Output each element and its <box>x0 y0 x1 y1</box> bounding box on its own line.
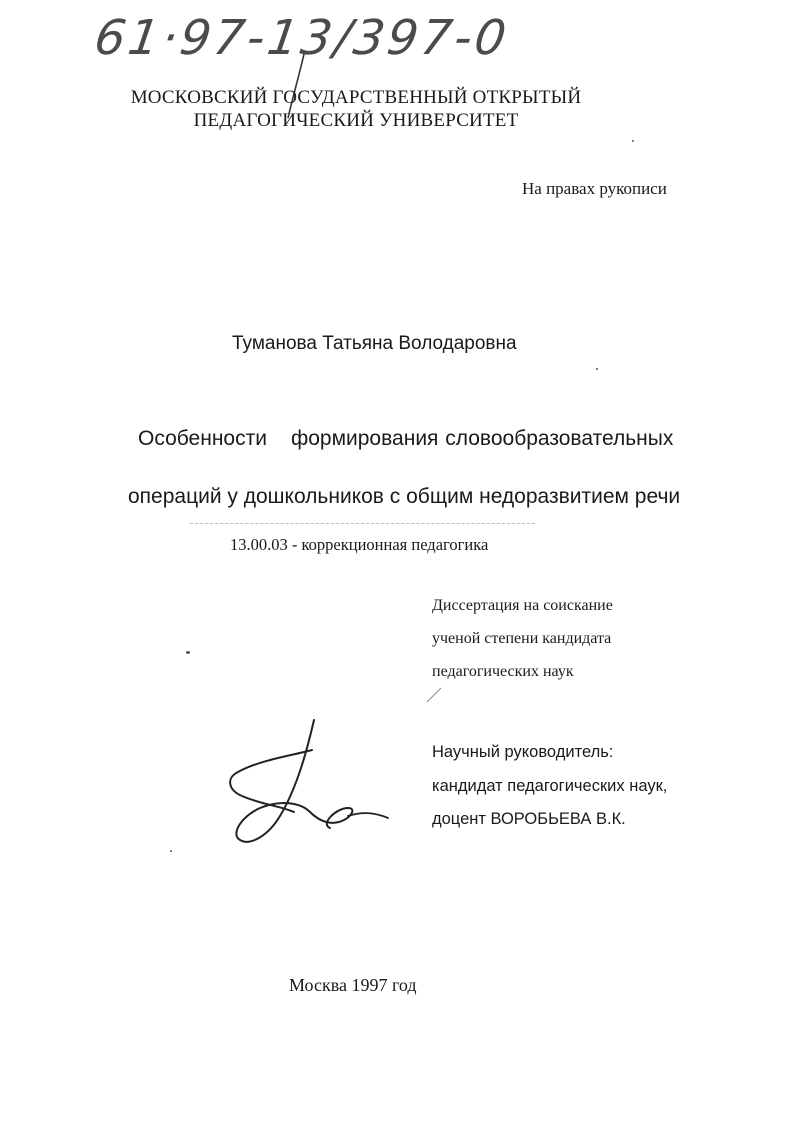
supervisor-degree: кандидат педагогических наук, <box>432 777 668 795</box>
dissertation-title-line1 <box>138 428 673 449</box>
supervisor-heading: Научный руководитель: <box>432 743 614 761</box>
university-name-line2: ПЕДАГОГИЧЕСКИЙ УНИВЕРСИТЕТ <box>193 110 519 131</box>
university-name-line1: МОСКОВСКИЙ ГОСУДАРСТВЕННЫЙ ОТКРЫТЫЙ <box>130 87 582 108</box>
title-word-slovoobrazovatelnyh: словообразовательных <box>445 427 674 450</box>
archive-number-handwritten: 61·97-13/397-0 <box>91 10 513 66</box>
dissertation-note-line3: педагогических наук <box>432 663 574 680</box>
supervisor-name: доцент ВОРОБЬЕВА В.К. <box>432 810 626 828</box>
scan-speck <box>186 651 190 654</box>
scan-speck <box>596 368 598 370</box>
city-and-year: Москва 1997 год <box>289 975 417 995</box>
scan-speck <box>632 140 634 142</box>
manuscript-rights-note: На правах рукописи <box>522 179 667 198</box>
title-word-osobennosti: Особенности <box>138 427 267 450</box>
faint-divider <box>190 523 535 524</box>
specialty-code: 13.00.03 - коррекционная педагогика <box>230 535 489 554</box>
dissertation-note-line2: ученой степени кандидата <box>432 630 612 647</box>
dissertation-note-line1: Диссертация на соискание <box>432 597 613 614</box>
author-name: Туманова Татьяна Володаровна <box>232 333 517 354</box>
title-word-formirovaniya: формирования <box>290 427 439 450</box>
signature <box>220 716 400 851</box>
dissertation-title-line2: операций у дошкольников с общим недоразвитием речи <box>128 485 681 508</box>
pen-tick-mark <box>425 684 445 704</box>
scan-speck <box>170 850 172 852</box>
